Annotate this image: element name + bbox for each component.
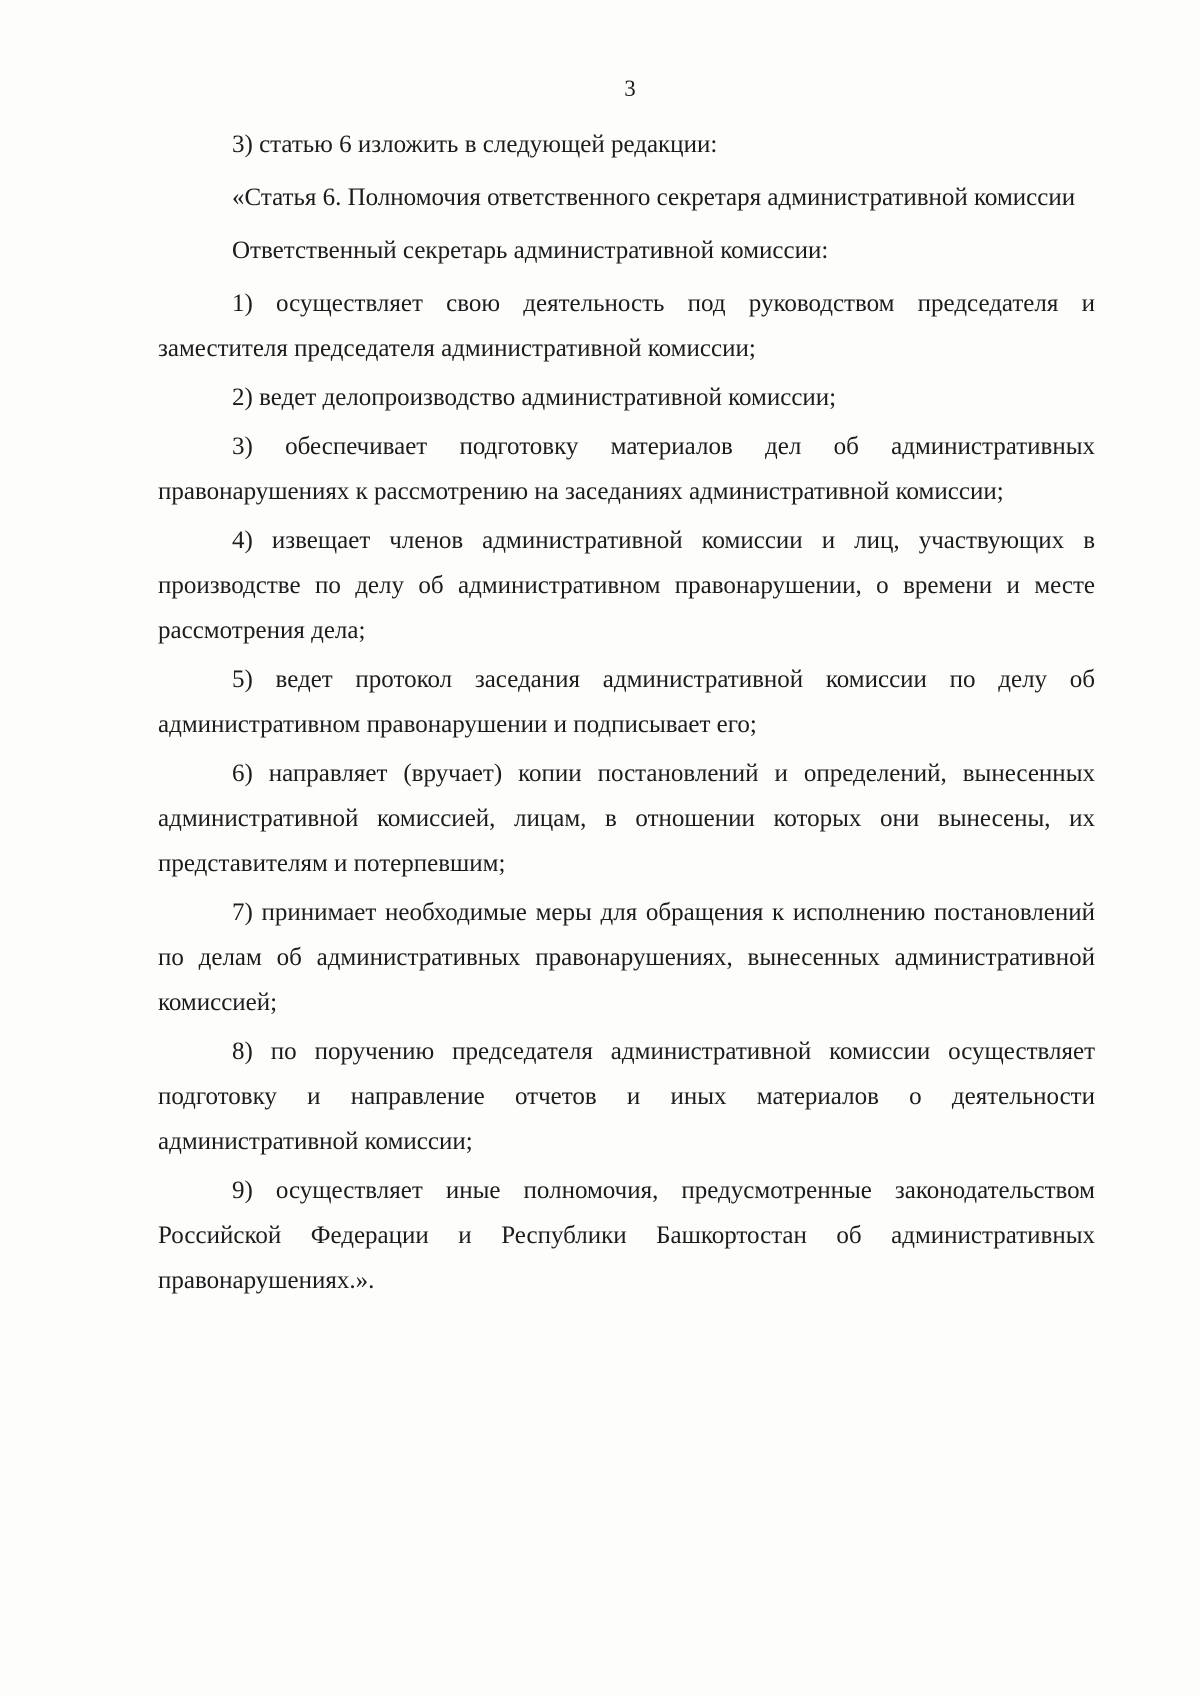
paragraph-item-6: 6) направляет (вручает) копии постановлений и определений, вынесенных административной комиссией, лицам, в отношении которых они вынесены, их представителям и потерпевшим; [158,760,1095,877]
paragraph-item-7: 7) принимает необходимые меры для обращения к исполнению постановлений по делам об административных правонарушениях, вынесенных административной комиссией; [158,899,1095,1016]
paragraph-item-4: 4) извещает членов административной комиссии и лиц, участвующих в производстве по делу об административном правонарушении, о времени и месте рассмотрения дела; [158,527,1095,644]
paragraph-item-3: 3) обеспечивает подготовку материалов дел об административных правонарушениях к рассмотрению на заседаниях административной комиссии; [158,433,1095,505]
paragraph-item-1: 1) осуществляет свою деятельность под руководством председателя и заместителя председателя административной комиссии; [158,290,1095,362]
paragraph-amendment-intro: 3) статью 6 изложить в следующей редакции: [232,131,718,158]
paragraph-item-5: 5) ведет протокол заседания административной комиссии по делу об административном правонарушении и подписывает его; [158,666,1095,738]
paragraph-item-9: 9) осуществляет иные полномочия, предусмотренные законодательством Российской Федерации и Республики Башкортостан об административных правонарушениях.». [158,1177,1095,1294]
paragraph-item-8: 8) по поручению председателя административной комиссии осуществляет подготовку и направление отчетов и иных материалов о деятельности административной комиссии; [158,1038,1095,1155]
paragraph-article-title: «Статья 6. Полномочия ответственного секретаря административной комиссии [232,184,1076,211]
paragraph-secretary-intro: Ответственный секретарь административной комиссии: [232,237,829,264]
paragraph-item-2: 2) ведет делопроизводство административной комиссии; [232,384,837,411]
page-number: 3 [624,76,636,101]
document-body [158,122,1095,1307]
